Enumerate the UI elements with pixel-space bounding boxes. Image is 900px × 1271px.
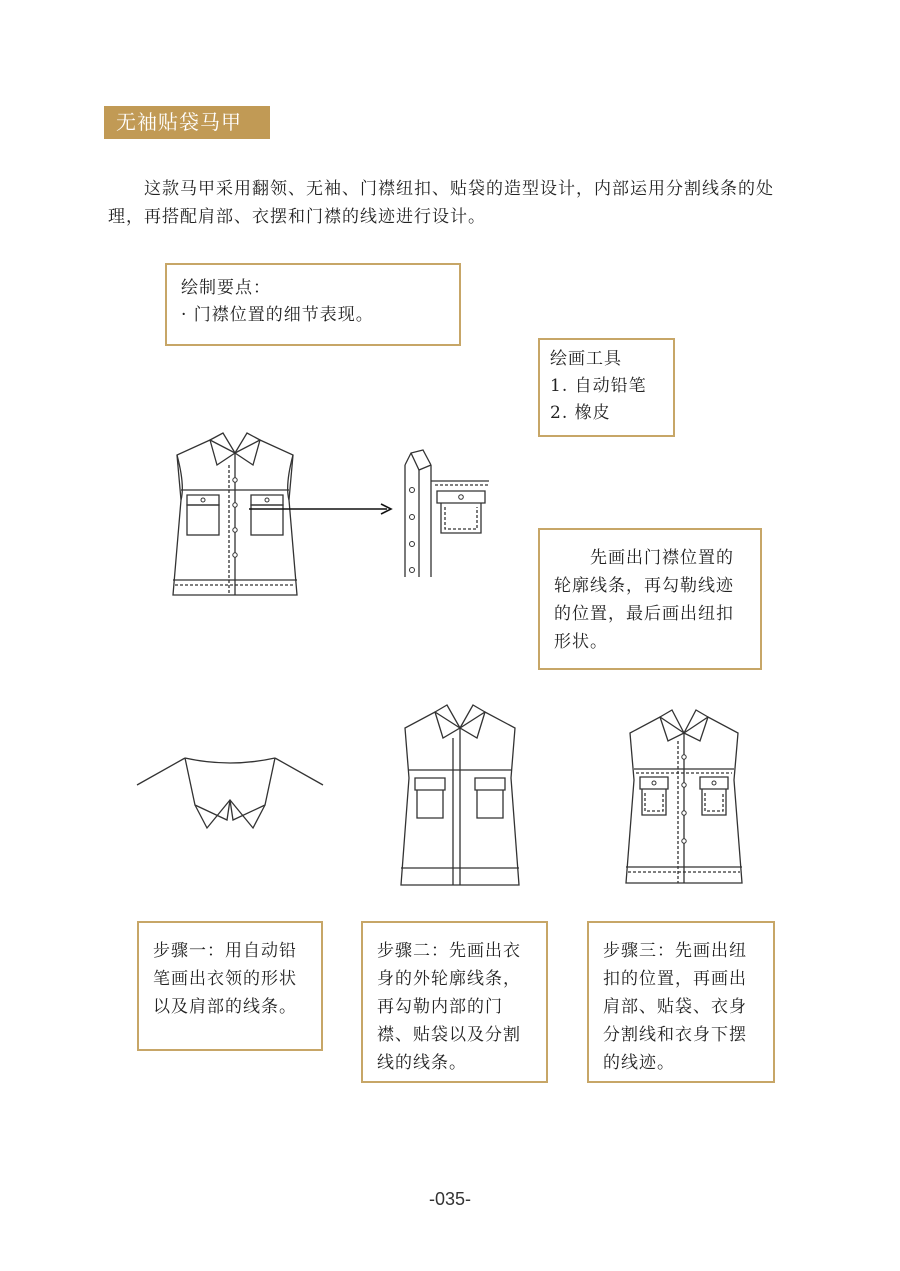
detail-note-box — [538, 528, 762, 670]
placket-detail-illustration — [397, 445, 497, 580]
step1-collar-illustration — [135, 740, 325, 840]
page-number: -035- — [428, 1189, 472, 1209]
step3-text: 步骤三：先画出纽扣的位置，再画出肩部、贴袋、衣身分割线和衣身下摆的线迹。 — [603, 941, 747, 1073]
section-title: 无袖贴袋马甲 — [104, 106, 270, 139]
step1-box — [137, 921, 323, 1051]
tool-item-pencil: 1. 自动铅笔 — [550, 376, 647, 396]
vest-full-illustration — [165, 425, 305, 615]
step2-text: 步骤二：先画出衣身的外轮廓线条，再勾勒内部的门襟、贴袋以及分割线的线条。 — [377, 941, 521, 1073]
points-heading: 绘制要点： — [181, 278, 271, 298]
arrow-icon — [247, 503, 397, 517]
step3-vest-illustration — [620, 705, 748, 887]
tool-item-eraser: 2. 橡皮 — [550, 403, 611, 423]
detail-note-text: 先画出门襟位置的轮廓线条，再勾勒线迹的位置，最后画出纽扣形状。 — [554, 548, 734, 652]
tools-heading: 绘画工具 — [550, 349, 622, 369]
points-item: · 门襟位置的细节表现。 — [181, 305, 374, 325]
step3-box — [587, 921, 775, 1083]
drawing-tools-box — [538, 338, 675, 437]
step1-text: 步骤一：用自动铅笔画出衣领的形状以及肩部的线条。 — [153, 941, 297, 1017]
drawing-points-box — [165, 263, 461, 346]
step2-box — [361, 921, 548, 1083]
intro-paragraph: 这款马甲采用翻领、无袖、门襟纽扣、贴袋的造型设计，内部运用分割线条的处理，再搭配肩部、衣摆和门襟的线迹进行设计。 — [108, 179, 774, 227]
step2-vest-illustration — [395, 700, 525, 890]
